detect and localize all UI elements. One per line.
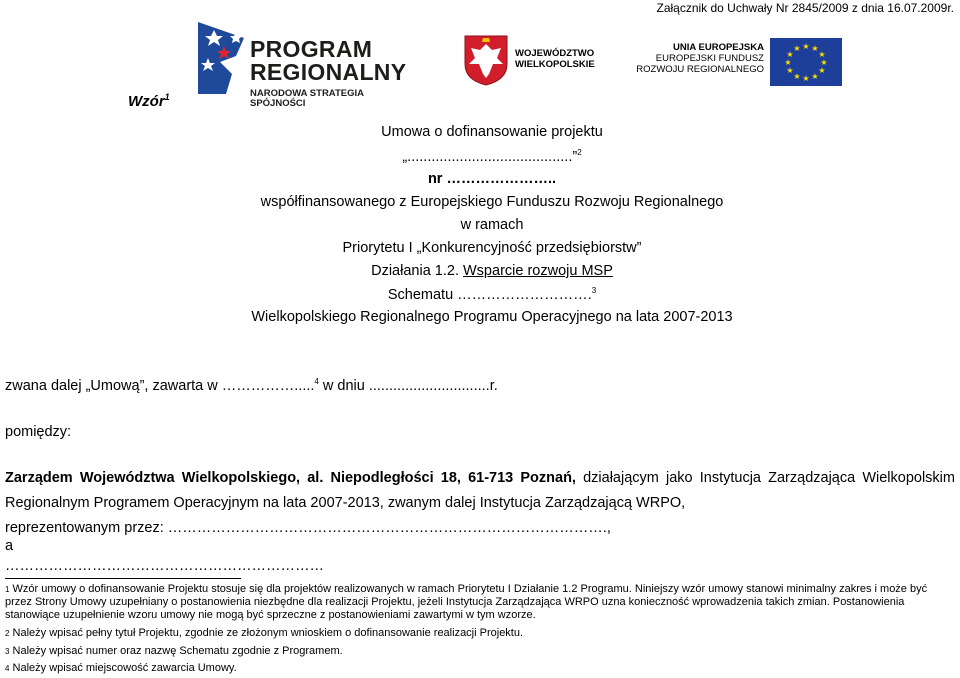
footnote-separator (5, 578, 241, 579)
placeholder-dots: ………………………………………………………… (5, 558, 324, 574)
svg-text:★: ★ (811, 72, 819, 81)
wojewodztwo-logo-line1: WOJEWÓDZTWO (515, 48, 595, 59)
svg-text:★: ★ (784, 58, 792, 67)
ns-flag-icon (192, 20, 250, 98)
within-line: w ramach (460, 217, 524, 233)
attachment-note: Załącznik do Uchwały Nr 2845/2009 z dnia 16.07.2009r. (656, 1, 954, 15)
action-link: Wsparcie rozwoju MSP (463, 263, 613, 279)
svg-text:★: ★ (802, 42, 810, 51)
between-line: pomiędzy: (5, 424, 72, 440)
action-line: Działania 1.2. Wsparcie rozwoju MSP (371, 263, 613, 279)
svg-text:★: ★ (818, 66, 826, 75)
project-name-line: „.........................................”$^2$ (402, 148, 582, 165)
wzor-footnote-ref: 1 (164, 92, 170, 102)
project-name-ref: 2 (577, 148, 582, 157)
eu-logo-line1: UNIA EUROPEJSKA (673, 42, 764, 53)
footnote-1: $^1$ Wzór umowy o dofinansowanie Projektu stosuje się dla projektów realizowanych w ramach Priorytetu I Działanie 1.2 Programu. Niniejszy wzór umowy stanowi minimalny zakres i może być przez Strony Umowy uzupełniany o postanowienia niezbędne dla realizacji Projektu, jeżeli Instytucja Zarządzająca WRPO uzna konieczność wprowadzenia takich zmian. Postanowienia stanowiące uzupełnienie wzoru umowy nie mogą być sprzeczne z postanowieniami zawartymi w tym wzorze. (5, 583, 928, 621)
eu-logo-line3: ROZWOJU REGIONALNEGO (636, 63, 764, 75)
svg-text:★: ★ (793, 72, 801, 81)
footnote-4: $^4$ Należy wpisać miejscowość zawarcia Umowy. (5, 662, 237, 674)
party-paragraph: Zarządem Województwa Wielkopolskiego, al. Niepodległości 18, 61-713 Poznań, działającym jako Instytucja Zarządzająca Wielkopolskim Regionalnym Programem Operacyjnym na lata 2007-2013, zwanym dalej Instytucja Zarządzającą WRPO, reprezentowanym przez: ………………………………………………………………………………., (5, 470, 955, 536)
program-logo-line3: NARODOWA STRATEGIA SPÓJNOŚCI (250, 88, 364, 109)
wzor-label: Wzór$^1$ (128, 92, 170, 110)
svg-text:★: ★ (802, 74, 810, 83)
eagle-crest-icon (463, 34, 509, 86)
program-logo-line2: REGIONALNY (250, 59, 407, 85)
signed-line: zwana dalej „Umową”, zawarta w …………….....$^4$ w dniu ..............................r. (5, 377, 498, 394)
and-line: a (5, 538, 14, 554)
priority-line: Priorytetu I „Konkurencyjność przedsiębiorstw” (342, 240, 642, 256)
svg-text:★: ★ (818, 50, 826, 59)
footnote-3: $^3$ Należy wpisać numer oraz nazwę Schematu zgodnie z Programem. (5, 645, 343, 657)
party-name: Zarządem Województwa Wielkopolskiego, al. Niepodległości 18, 61-713 Poznań, (5, 470, 576, 486)
program-regionalny-logo (192, 20, 418, 109)
svg-text:★: ★ (786, 50, 794, 59)
represented-line: reprezentowanym przez: ………………………………………………………………………………., (5, 520, 611, 536)
eu-logo (634, 36, 842, 88)
svg-text:★: ★ (786, 66, 794, 75)
signed-ref: 4 (314, 377, 319, 386)
cofinanced-line: współfinansowanego z Europejskiego Funduszu Rozwoju Regionalnego (260, 194, 724, 210)
contract-title: Umowa o dofinansowanie projektu (381, 124, 603, 140)
contract-number-line: nr ………………….. (427, 171, 557, 187)
eu-logo-line2: EUROPEJSKI FUNDUSZ (655, 52, 764, 64)
program-line: Wielkopolskiego Regionalnego Programu Operacyjnego na lata 2007-2013 (251, 309, 733, 325)
svg-text:★: ★ (811, 44, 819, 53)
svg-text:★: ★ (793, 44, 801, 53)
wojewodztwo-logo-line2: WIELKOPOLSKIE (515, 58, 595, 70)
svg-text:★: ★ (820, 58, 828, 67)
scheme-line: Schematu ……………………….$^3$ (387, 286, 597, 303)
wojewodztwo-logo (463, 34, 598, 86)
eu-flag-icon (770, 38, 842, 86)
footnote-2: $^2$ Należy wpisać pełny tytuł Projektu, zgodnie ze złożonym wnioskiem o dofinansowanie realizacji Projektu. (5, 627, 524, 639)
program-logo-line1: PROGRAM (250, 36, 373, 62)
scheme-ref: 3 (591, 286, 597, 295)
